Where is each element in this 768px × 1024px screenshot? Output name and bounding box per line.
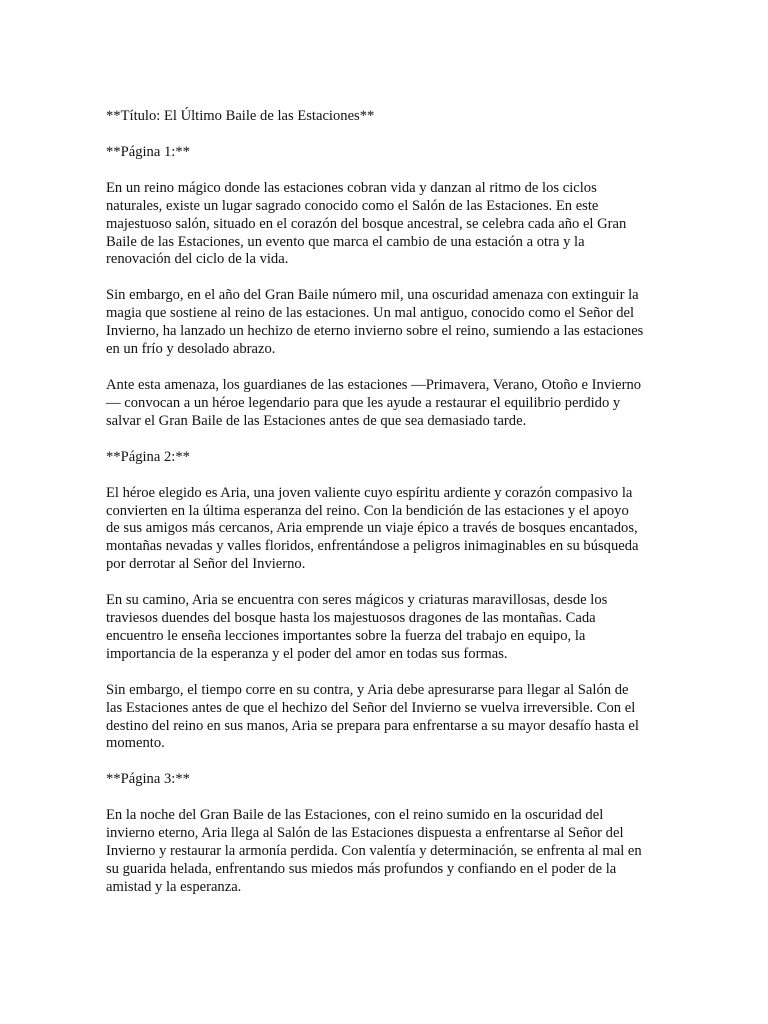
paragraph: Sin embargo, en el año del Gran Baile número mil, una oscuridad amenaza con extinguir la magia que sostiene al reino de las estaciones. Un mal antiguo, conocido como el Señor del Invierno, ha lanzado un hechizo de eterno invierno sobre el reino, sumiendo a las estaciones en un frío y desolado abrazo. <box>106 287 644 358</box>
paragraph: En la noche del Gran Baile de las Estaciones, con el reino sumido en la oscuridad del invierno eterno, Aria llega al Salón de las Estaciones dispuesta a enfrentarse al Señor del Invierno y restaurar la armonía perdida. Con valentía y determinación, se enfrenta al mal en su guarida helada, enfrentando sus miedos más profundos y confiando en el poder de la amistad y la esperanza. <box>106 807 642 895</box>
paragraph: Ante esta amenaza, los guardianes de las estaciones —Primavera, Verano, Otoño e Invierno — convocan a un héroe legendario para que les ayude a restaurar el equilibrio perdido y salvar el Gran Baile de las Estaciones antes de que sea demasiado tarde. <box>106 376 642 429</box>
section-heading-page-3: **Página 3:** <box>106 771 190 788</box>
document-title: **Título: El Último Baile de las Estaciones** <box>106 108 375 124</box>
paragraph: Sin embargo, el tiempo corre en su contra, y Aria debe apresurarse para llegar al Salón de las Estaciones antes de que el hechizo del Señor del Invierno se vuelva irreversible. Con el destino del reino en sus manos, Aria se prepara para enfrentarse a su mayor desafío hasta el momento. <box>106 681 639 752</box>
section-heading-page-2: **Página 2:** <box>106 448 190 465</box>
section-heading-page-1: **Página 1:** <box>106 143 190 160</box>
paragraph: En su camino, Aria se encuentra con seres mágicos y criaturas maravillosas, desde los traviesos duendes del bosque hasta los majestuosos dragones de las montañas. Cada encuentro le enseña lecciones importantes sobre la fuerza del trabajo en equipo, la importancia de la esperanza y el poder del amor en todas sus formas. <box>106 592 608 662</box>
paragraph: El héroe elegido es Aria, una joven valiente cuyo espíritu ardiente y corazón compasivo la convierten en la última esperanza del reino. Con la bendición de las estaciones y el apoyo de sus amigos más cercanos, Aria emprende un viaje épico a través de bosques encantados, montañas nevadas y valles floridos, enfrentándose a peligros inimaginables en su búsqueda por derrotar al Señor del Invierno. <box>106 484 639 573</box>
paragraph: En un reino mágico donde las estaciones cobran vida y danzan al ritmo de los ciclos naturales, existe un lugar sagrado conocido como el Salón de las Estaciones. En este majestuoso salón, situado en el corazón del bosque ancestral, se celebra cada año el Gran Baile de las Estaciones, un evento que marca el cambio de una estación a otra y la renovación del ciclo de la vida. <box>106 179 627 268</box>
document-body <box>106 108 662 915</box>
